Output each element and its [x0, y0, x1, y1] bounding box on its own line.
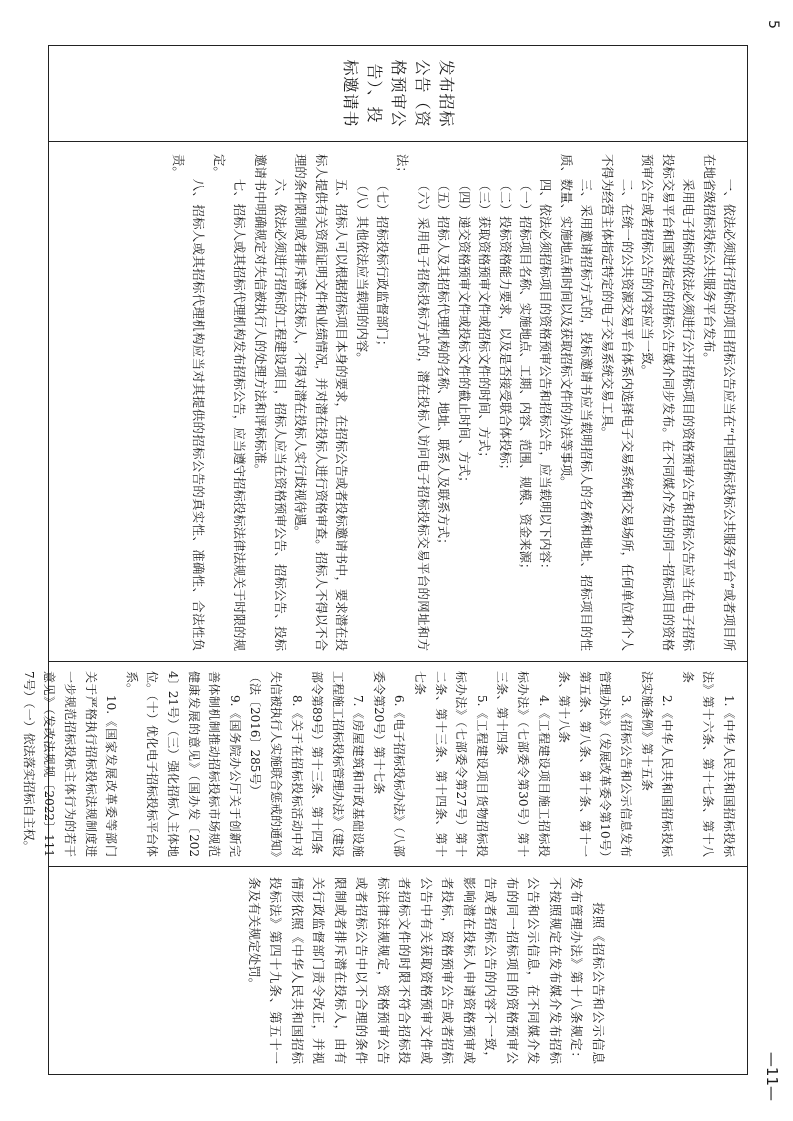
requirement-subitem: （五）招标人及其招标代理机构的名称、地址、联系人及联系方式； — [436, 178, 452, 551]
requirement-subitem: （四）递交资格预审文件或投标文件的截止时间、方式； — [456, 178, 472, 489]
reference-item: 1.《中华人民共和国招标投标法》第十六条、第十七条、第十八条 — [680, 671, 736, 857]
requirement-subitem: （六）采用电子招标投标方式的，潜在投标人访问电子招标投标交易平台的网址和方法； — [395, 154, 431, 651]
requirement-item: 七、招标人或其招标代理机构发布招标公告，应当遵守招标投标法律法规关于时限的规定。 — [211, 154, 248, 651]
page-number: 5 — [765, 20, 781, 29]
requirements-cell — [49, 142, 747, 662]
requirement-item: 一、依法必须进行招标的项目招标公告应当在“中国招标投标公共服务平台”或者项目所在地省级招标投标公共服务平台发布。 — [701, 154, 737, 651]
references-cell — [21, 662, 747, 867]
regulation-table — [21, 45, 748, 1075]
requirement-item: 六、依法必须进行招标的工程建设项目，招标人应当在资格预审公告、招标公告、投标邀请书中明确规定对失信被执行人的处理方法和评标标准。 — [252, 154, 289, 651]
reference-item: 6.《电子招标投标办法》（八部委令第20号）第十七条 — [371, 671, 407, 857]
requirement-item: 八、招标人或其招标代理机构应当对其提供的招标公告的真实性、准确性、合法性负责。 — [171, 154, 207, 651]
comment-cell — [49, 867, 747, 1074]
reference-item: 2.《中华人民共和国招标投标法实施条例》第十五条 — [639, 671, 675, 857]
requirement-item: 五、招标人可以根据招标项目本身的要求，在招标公告或者投标邀请书中，要求潜在投标人提供有关资质证明文件和业绩情况，并对潜在投标人进行资格审查。招标人不得以不合理的条件限制或者排斥潜在投标人，不得对潜在投标人实行歧视待遇。 — [293, 154, 350, 651]
requirement-subitem: （三）获取资格预审文件或招标文件的时间、方式； — [477, 178, 493, 464]
requirement-subitem: （一）招标项目名称、实施地点、工期、内容、范围、规模、资金来源； — [517, 178, 533, 576]
reference-item: 3.《招标公告和公示信息发布管理办法》（发展改革委令第10号）第五条、第八条、第十条、第十一条、第十八条 — [557, 671, 634, 857]
requirement-item: 采用电子招标的依法必须进行公开招标项目的资格预审公告和招标公告应当在电子招标投标交易平台和国家指定的招标公告媒介同步发布。在不同媒介发布的同一招标项目的资格预审公告或者招标公告的内容应当一致。 — [640, 154, 697, 651]
reference-item: 9.《国务院办公厅关于创新完善体制机制推动招标投标市场规范健康发展的意见》（国办发〔2024〕21号）（三）强化招标人主体地位。（十）优化电子招标投标平台体系。 — [124, 671, 242, 858]
reference-item: 5.《工程建设项目货物招标投标办法》（七部委令第27号）第十二条、第十三条、第十四条、第十七条 — [413, 671, 489, 857]
requirement-subitem: （八）其他依法应当载明的内容。 — [354, 178, 370, 365]
reference-item: 8.《关于在招标投标活动中对失信被执行人实施联合惩戒的通知》（法〔2016〕285号） — [248, 671, 304, 858]
requirement-item: 四、依法必须招标项目的资格预审公告和招标公告，应当载明以下内容： — [538, 178, 554, 576]
requirement-item: 三、采用邀请招标方式的，投标邀请书应当载明招标人的名称和地址、招标项目的性质、数量、实施地点和时间以及获取招标文件的办法等事项。 — [558, 154, 595, 651]
penalty-note: 按照《招标公告和公示信息发布管理办法》第十八条规定：不按照规定在发布媒介发布招标公告和公示信息，在不同媒介发布的同一招标项目的资格预审公告或者招标公告的内容不一致，影响潜在投标人申请资格预审或者投标，资格预审公告或者招标公告中有关获取资格预审文件或者招标文件的时限不符合招标投标法律法规规定，资格预审公告或者招标公告中以不合理的条件限制或者排斥潜在投标人，由有关行政监督部门责令改正，并视情形依照《中华人民共和国招标投标法》第四十九条、第五十一条及有关规定处罚。 — [247, 877, 606, 1064]
folio-number: —11— — [763, 1051, 781, 1101]
requirement-subitem: （七）招标投标行政监督部门； — [375, 178, 391, 353]
requirement-item: 二、在统一的公共资源交易平台体系内选择电子交易系统和交易场所，任何单位和个人不得为经营主体指定特定的电子交易系统交易工具。 — [599, 154, 635, 651]
topic-cell — [49, 46, 747, 142]
requirement-subitem: （二）投标资格能力要求，以及是否接受联合体投标； — [497, 178, 513, 477]
reference-item: 10.《国家发展改革委等部门关于严格执行招标投标法规制度进一步规范招标投标主体行为的若干意见》（发改法规规〔2022〕1117号）（一）依法落实招标自主权。 — [21, 671, 119, 857]
topic-label: 发布招标公告（资格预审公告）、投标邀请书 — [341, 59, 456, 128]
reference-item: 7.《房屋建筑和市政基础设施工程施工招标投标管理办法》（建设部令第89号）第十三条、第十四条 — [310, 671, 366, 858]
reference-item: 4.《工程建设项目施工招标投标办法》（七部委令第30号）第十三条、第十四条 — [495, 671, 551, 857]
